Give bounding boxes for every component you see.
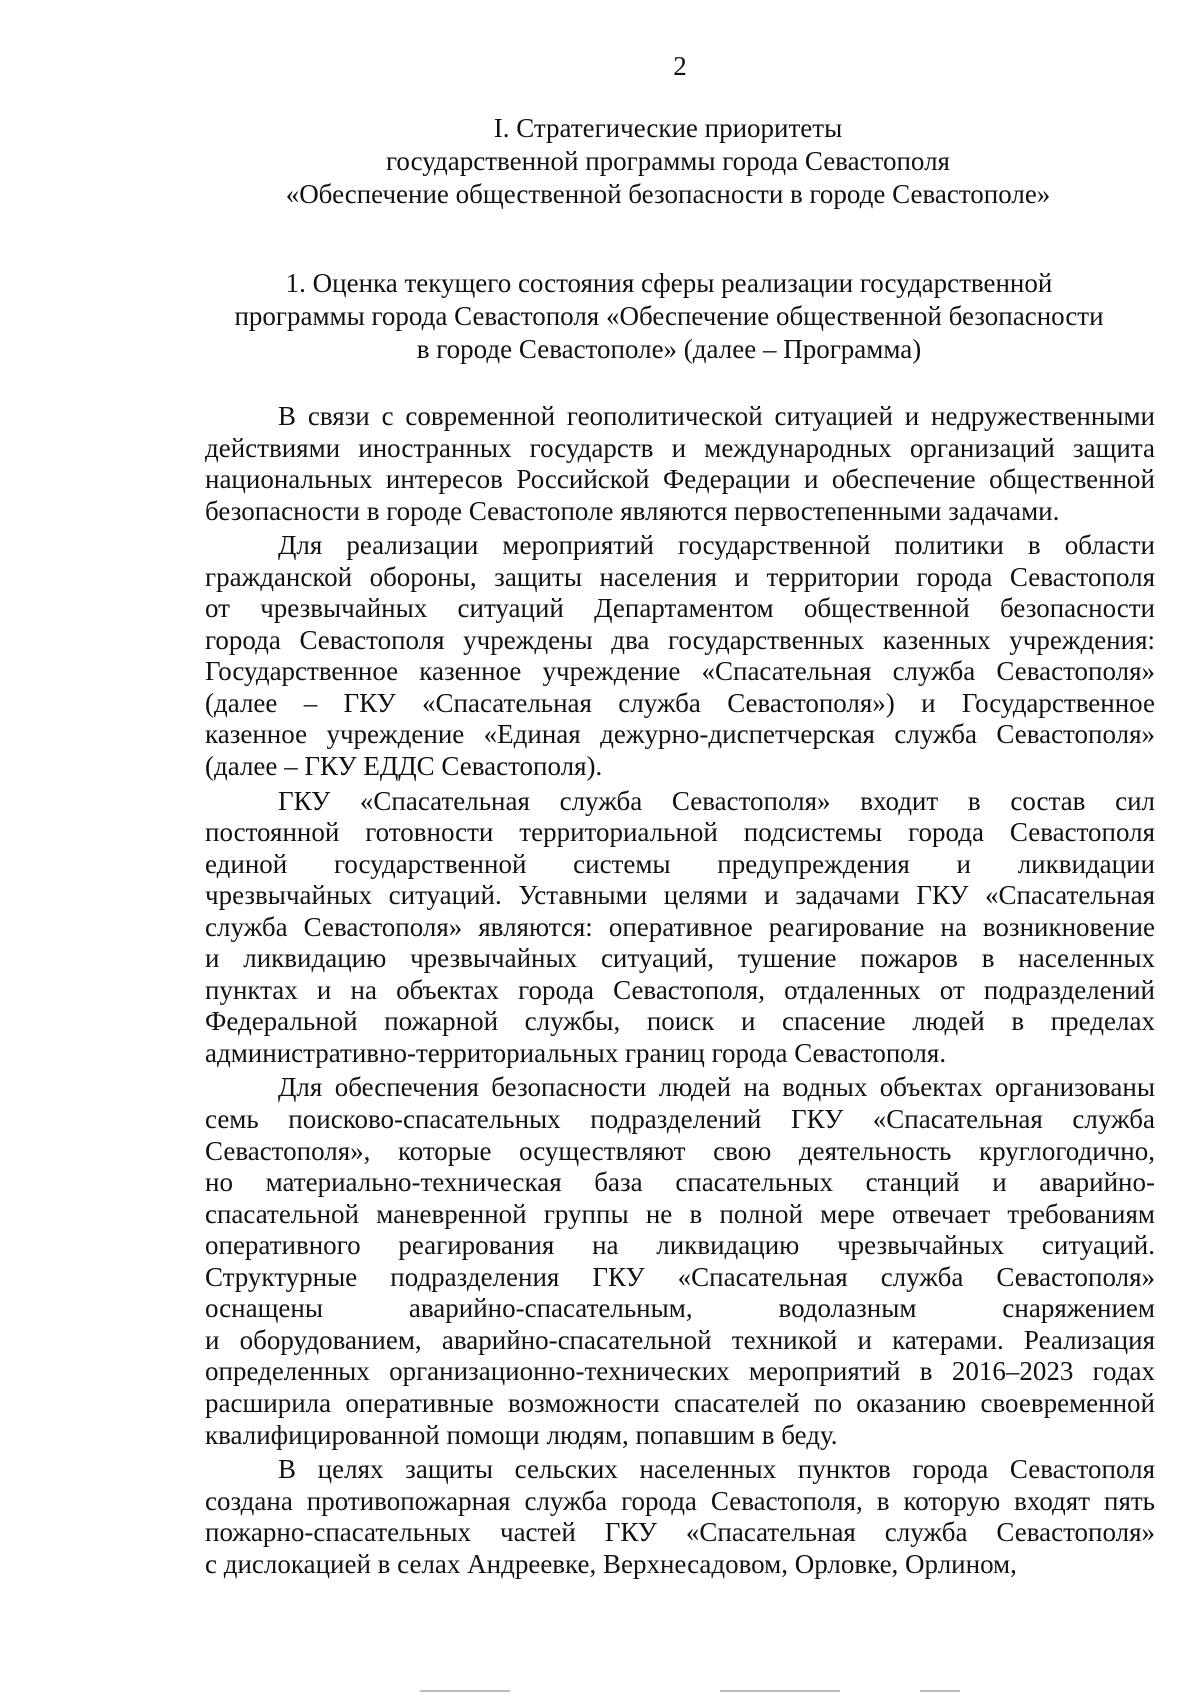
- paragraph: [205, 786, 1155, 1070]
- paragraph: [205, 1454, 1155, 1580]
- section-heading-line: I. Стратегические приоритеты: [493, 113, 843, 143]
- paragraph-line: гражданской обороны, защиты населения и территории города Севастополя: [205, 561, 1155, 592]
- paragraph: [205, 401, 1155, 527]
- paragraph-line: создана противопожарная служба города Севастополя, в которую входят пять: [205, 1485, 1155, 1516]
- paragraph-line: (далее – ГКУ «Спасательная служба Севастополя») и Государственное: [205, 687, 1155, 718]
- page-number: 2: [673, 51, 687, 81]
- paragraph-line: постоянной готовности территориальной подсистемы города Севастополя: [205, 817, 1155, 848]
- scan-mark: [920, 1690, 960, 1692]
- paragraph-line: оперативного реагирования на ликвидацию чрезвычайных ситуаций.: [205, 1230, 1155, 1261]
- paragraph-line: Федеральной пожарной службы, поиск и спасение людей в пределах: [205, 1006, 1155, 1037]
- paragraph-line: единой государственной системы предупреждения и ликвидации: [205, 848, 1155, 879]
- paragraph-line: казенное учреждение «Единая дежурно-диспетчерская служба Севастополя»: [205, 719, 1155, 750]
- paragraph-line: чрезвычайных ситуаций. Уставными целями и задачами ГКУ «Спасательная: [205, 880, 1155, 911]
- paragraph-line: спасательной маневренной группы не в полной мере отвечает требованиям: [205, 1198, 1155, 1229]
- body-text: [205, 401, 1155, 1583]
- paragraph-line: безопасности в городе Севастополе являются первостепенными задачами.: [205, 495, 1060, 526]
- paragraph-line: и ликвидацию чрезвычайных ситуаций, тушение пожаров в населенных: [205, 943, 1155, 974]
- paragraph-line: административно-территориальных границ города Севастополя.: [205, 1037, 947, 1068]
- paragraph-line: национальных интересов Российской Федерации и обеспечение общественной: [205, 464, 1155, 495]
- paragraph-line: Структурные подразделения ГКУ «Спасательная служба Севастополя»: [205, 1261, 1155, 1292]
- subsection-heading-line: 1. Оценка текущего состояния сферы реализации государственной: [285, 268, 1053, 298]
- section-heading-line: государственной программы города Севастополя: [386, 146, 950, 176]
- paragraph-line: города Севастополя учреждены два государственных казенных учреждения:: [205, 624, 1155, 655]
- scan-mark: [420, 1690, 510, 1692]
- paragraph-line: но материально-техническая база спасательных станций и аварийно-: [205, 1167, 1155, 1198]
- paragraph: [205, 1072, 1155, 1451]
- subsection-heading-line: в городе Севастополе» (далее – Программа): [416, 334, 922, 364]
- paragraph-line: (далее – ГКУ ЕДДС Севастополя).: [205, 751, 603, 782]
- paragraph-line: В связи с современной геополитической ситуацией и недружественными: [278, 401, 1155, 431]
- scan-edge-marks: [420, 1690, 980, 1693]
- section-heading-line: «Обеспечение общественной безопасности в городе Севастополе»: [285, 179, 1051, 209]
- paragraph-line: пунктах и на объектах города Севастополя, отдаленных от подразделений: [205, 974, 1155, 1005]
- scan-mark: [720, 1690, 840, 1692]
- paragraph-line: пожарно-спасательных частей ГКУ «Спасательная служба Севастополя»: [205, 1517, 1155, 1548]
- paragraph-line: действиями иностранных государств и международных организаций защита: [205, 432, 1155, 463]
- paragraph-line: расширила оперативные возможности спасателей по оказанию своевременной: [205, 1387, 1155, 1418]
- paragraph-line: ГКУ «Спасательная служба Севастополя» входит в состав сил: [278, 785, 1155, 816]
- paragraph-line: Севастополя», которые осуществляют свою деятельность круглогодично,: [205, 1135, 1155, 1166]
- paragraph-line: Государственное казенное учреждение «Спасательная служба Севастополя»: [205, 656, 1155, 687]
- paragraph-line: квалифицированной помощи людям, попавшим в беду.: [205, 1419, 838, 1450]
- paragraph-line: от чрезвычайных ситуаций Департаментом общественной безопасности: [205, 593, 1155, 624]
- paragraph-line: с дислокацией в селах Андреевке, Верхнесадовом, Орловке, Орлином,: [205, 1548, 1017, 1579]
- paragraph-line: оснащены аварийно-спасательным, водолазным снаряжением: [205, 1293, 1155, 1324]
- paragraph-line: Для реализации мероприятий государственной политики в области: [278, 530, 1155, 561]
- subsection-heading-line: программы города Севастополя «Обеспечение общественной безопасности: [234, 301, 1104, 331]
- paragraph-line: и оборудованием, аварийно-спасательной техникой и катерами. Реализация: [205, 1324, 1155, 1355]
- section-heading: [0, 112, 1200, 211]
- paragraph-line: служба Севастополя» являются: оперативное реагирование на возникновение: [205, 911, 1155, 942]
- paragraph-line: семь поисково-спасательных подразделений ГКУ «Спасательная служба: [205, 1104, 1155, 1135]
- paragraph-line: В целях защиты сельских населенных пунктов города Севастополя: [278, 1454, 1155, 1485]
- subsection-heading: [0, 267, 1200, 366]
- paragraph: [205, 530, 1155, 782]
- paragraph-line: Для обеспечения безопасности людей на водных объектах организованы: [278, 1072, 1155, 1103]
- paragraph-line: определенных организационно-технических мероприятий в 2016–2023 годах: [205, 1356, 1155, 1387]
